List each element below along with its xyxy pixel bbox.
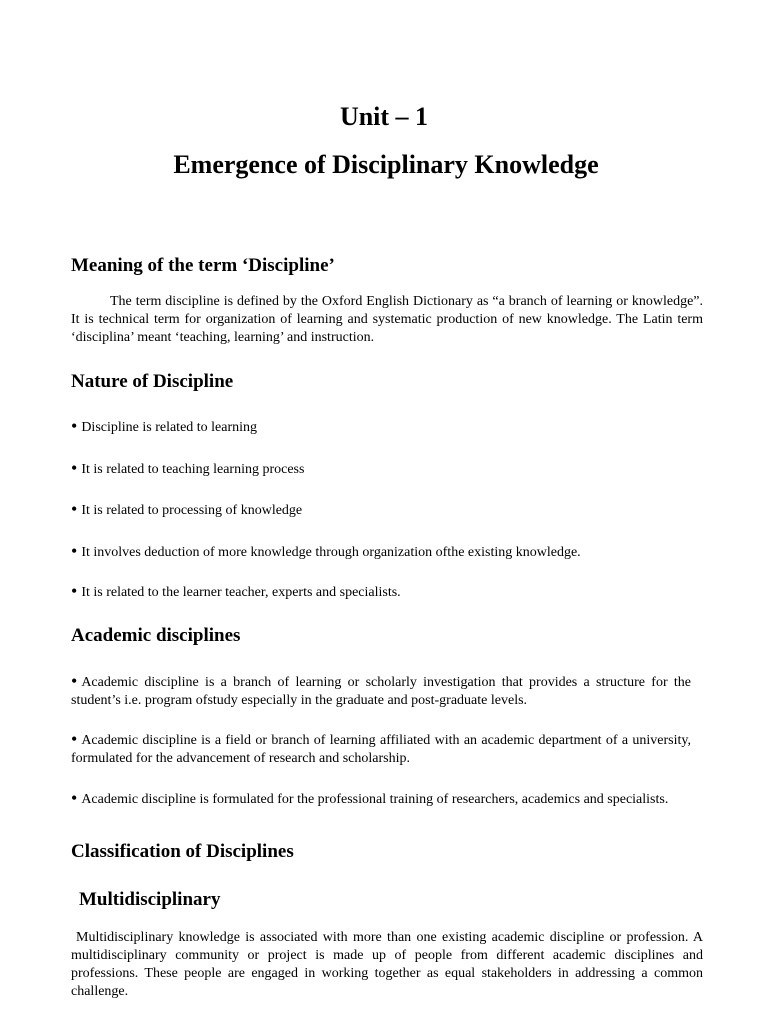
meaning-paragraph: The term discipline is defined by the Oxford English Dictionary as “a branch of learning or knowledge”. It is technical term for organization of learning and systematic production of new knowledge. The Latin term ‘disciplina’ meant ‘teaching, learning’ and instruction. xyxy=(71,294,703,345)
nature-bullet xyxy=(71,582,703,602)
bullet-text: It involves deduction of more knowledge through organization ofthe existing knowledge. xyxy=(81,545,581,560)
bullet-text: It is related to teaching learning process xyxy=(81,462,305,477)
multidisciplinary-heading: Multidisciplinary xyxy=(79,889,221,910)
academic-heading: Academic disciplines xyxy=(71,625,241,646)
multidisciplinary-paragraph: Multidisciplinary knowledge is associated with more than one existing academic discipline or profession. A multidisciplinary community or project is made up of people from different academic disciplines and professions. These people are engaged in working together as equal stakeholders in addressing a common challenge. xyxy=(71,930,703,999)
bullet-text: Discipline is related to learning xyxy=(81,420,258,435)
bullet-text: Academic discipline is formulated for the professional training of researchers, academics and specialists. xyxy=(81,792,669,807)
bullet-text: It is related to processing of knowledge xyxy=(81,503,303,518)
academic-bullet xyxy=(71,730,691,768)
academic-bullet xyxy=(71,672,691,710)
bullet-text: Academic discipline is a field or branch of learning affiliated with an academic department of a university, formulated for the advancement of research and scholarship. xyxy=(71,733,691,766)
bullet-icon: • xyxy=(71,671,78,691)
unit-title: Unit – 1 xyxy=(339,102,429,131)
bullet-icon: • xyxy=(71,499,78,519)
nature-bullet xyxy=(71,417,703,437)
bullet-icon: • xyxy=(71,581,78,601)
bullet-text: It is related to the learner teacher, experts and specialists. xyxy=(81,585,401,600)
bullet-icon: • xyxy=(71,416,78,436)
bullet-text: Academic discipline is a branch of learning or scholarly investigation that provides a structure for the student’s i.e. program ofstudy especially in the graduate and post-graduate levels. xyxy=(71,675,691,708)
page-title: Emergence of Disciplinary Knowledge xyxy=(173,150,599,179)
nature-bullet xyxy=(71,500,703,520)
bullet-icon: • xyxy=(71,541,78,561)
bullet-icon: • xyxy=(71,458,78,478)
meaning-heading: Meaning of the term ‘Discipline’ xyxy=(71,255,335,276)
bullet-icon: • xyxy=(71,788,78,808)
nature-heading: Nature of Discipline xyxy=(71,371,234,392)
academic-bullet xyxy=(71,789,691,809)
bullet-icon: • xyxy=(71,729,78,749)
nature-bullet xyxy=(71,459,703,479)
nature-bullet xyxy=(71,542,703,562)
classification-heading: Classification of Disciplines xyxy=(71,841,294,862)
